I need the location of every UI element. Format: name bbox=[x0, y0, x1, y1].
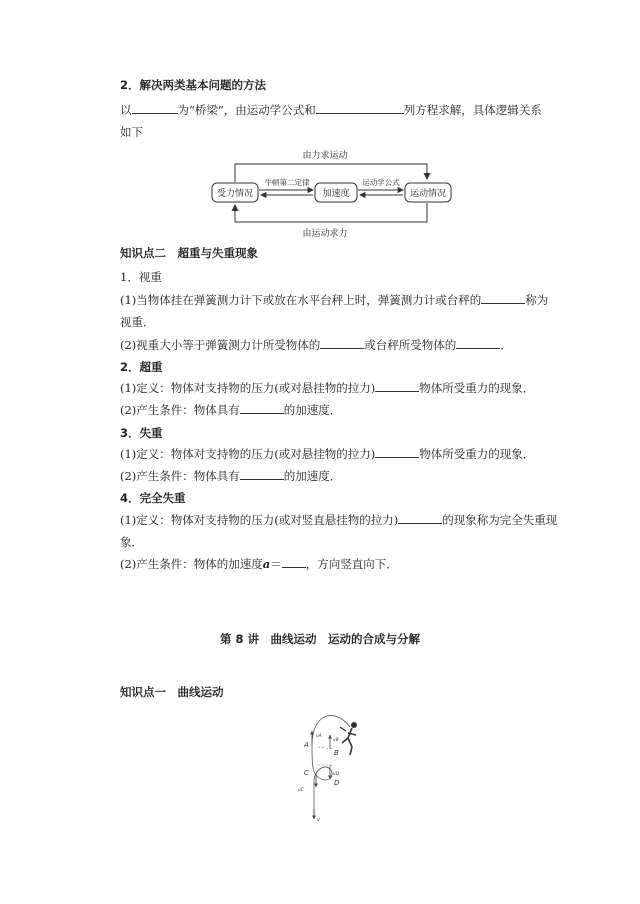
paragraph bbox=[120, 512, 557, 528]
paragraph bbox=[120, 446, 534, 462]
sub-heading: 1．视重 bbox=[120, 270, 162, 284]
kp2-title: 知识点二 超重与失重现象 bbox=[120, 246, 258, 260]
paragraph bbox=[120, 402, 341, 418]
paragraph: 如下 bbox=[120, 125, 143, 139]
label-c: C bbox=[304, 769, 309, 777]
fill-blank bbox=[282, 556, 306, 568]
text: 或台秤所受物体的 bbox=[364, 338, 457, 352]
fill-blank bbox=[132, 102, 178, 114]
fill-blank bbox=[375, 380, 419, 392]
text: ，方向竖直向下． bbox=[305, 557, 398, 571]
box-motion-label: 运动情况 bbox=[409, 189, 447, 199]
fill-blank bbox=[320, 337, 364, 349]
curve-motion-figure bbox=[290, 705, 370, 830]
paragraph: 象． bbox=[120, 535, 143, 549]
paragraph bbox=[120, 337, 512, 353]
box-force-label: 受力情况 bbox=[216, 189, 254, 199]
trajectory-curve bbox=[312, 715, 350, 817]
text: 称为 bbox=[525, 293, 549, 307]
text: 列方程求解，具体逻辑关系 bbox=[403, 103, 542, 117]
text: (2)产生条件：物体具有 bbox=[120, 403, 240, 417]
fill-blank bbox=[481, 292, 525, 304]
paragraph: 视重． bbox=[120, 315, 155, 329]
text: 物体所受重力的现象． bbox=[419, 447, 535, 461]
label-v: v bbox=[317, 817, 320, 823]
sub-heading: 3．失重 bbox=[120, 426, 163, 440]
text: (1)定义：物体对支持物的压力(或对竖直悬挂物的拉力) bbox=[120, 513, 399, 527]
fill-blank bbox=[375, 446, 419, 458]
logic-diagram bbox=[205, 142, 455, 242]
fill-blank bbox=[240, 468, 284, 480]
text: 的加速度． bbox=[283, 469, 342, 483]
text: 物体所受重力的现象． bbox=[419, 381, 535, 395]
kp1-title: 知识点一 曲线运动 bbox=[120, 685, 224, 699]
bottom-arrow bbox=[235, 203, 427, 222]
text: (1)定义：物体对支持物的压力(或对悬挂物的拉力) bbox=[120, 381, 376, 395]
fill-blank bbox=[398, 512, 442, 524]
paragraph bbox=[120, 556, 398, 572]
label-va: vA bbox=[316, 734, 322, 739]
paragraph bbox=[120, 380, 534, 396]
kinematics-label: 运动学公式 bbox=[362, 178, 400, 187]
top-label: 由力求运动 bbox=[302, 151, 348, 161]
fill-blank bbox=[240, 402, 284, 414]
box-accel-label: 加速度 bbox=[322, 189, 350, 199]
text: ＝ bbox=[270, 557, 282, 571]
section-heading: 2．解决两类基本问题的方法 bbox=[120, 78, 267, 92]
label-a: A bbox=[304, 741, 309, 749]
text: (2)产生条件：物体具有 bbox=[120, 469, 240, 483]
text: 的加速度． bbox=[283, 403, 342, 417]
paragraph bbox=[120, 292, 548, 308]
sub-heading: 4．完全失重 bbox=[120, 491, 186, 505]
text: 以 bbox=[120, 103, 132, 117]
athlete-icon bbox=[340, 722, 357, 755]
newton-label: 牛顿第二定律 bbox=[264, 178, 310, 187]
text: (1)当物体挂在弹簧测力计下或放在水平台秤上时，弹簧测力计或台秤的 bbox=[120, 293, 482, 307]
bottom-label: 由运动求力 bbox=[302, 229, 348, 239]
text: 为“桥梁”，由运动学公式和 bbox=[177, 103, 316, 117]
label-vb: vB bbox=[333, 738, 339, 743]
text: (2)视重大小等于弹簧测力计所受物体的 bbox=[120, 338, 321, 352]
label-b: B bbox=[334, 749, 339, 757]
lecture-title: 第 8 讲 曲线运动 运动的合成与分解 bbox=[219, 632, 420, 646]
text: (2)产生条件：物体的加速度 bbox=[120, 557, 263, 571]
fill-blank bbox=[456, 337, 500, 349]
dashed-arc bbox=[318, 747, 334, 749]
sub-heading: 2．超重 bbox=[120, 360, 163, 374]
label-vc: vC bbox=[298, 788, 304, 793]
label-d: D bbox=[334, 779, 340, 787]
text: (1)定义：物体对支持物的压力(或对悬挂物的拉力) bbox=[120, 447, 376, 461]
paragraph bbox=[120, 102, 542, 118]
label-vd: vD bbox=[333, 772, 340, 777]
paragraph bbox=[120, 468, 341, 484]
text: 的现象称为完全失重现 bbox=[442, 513, 558, 527]
fill-blank bbox=[316, 102, 404, 114]
variable-a: a bbox=[262, 557, 271, 571]
text: ． bbox=[500, 338, 512, 352]
